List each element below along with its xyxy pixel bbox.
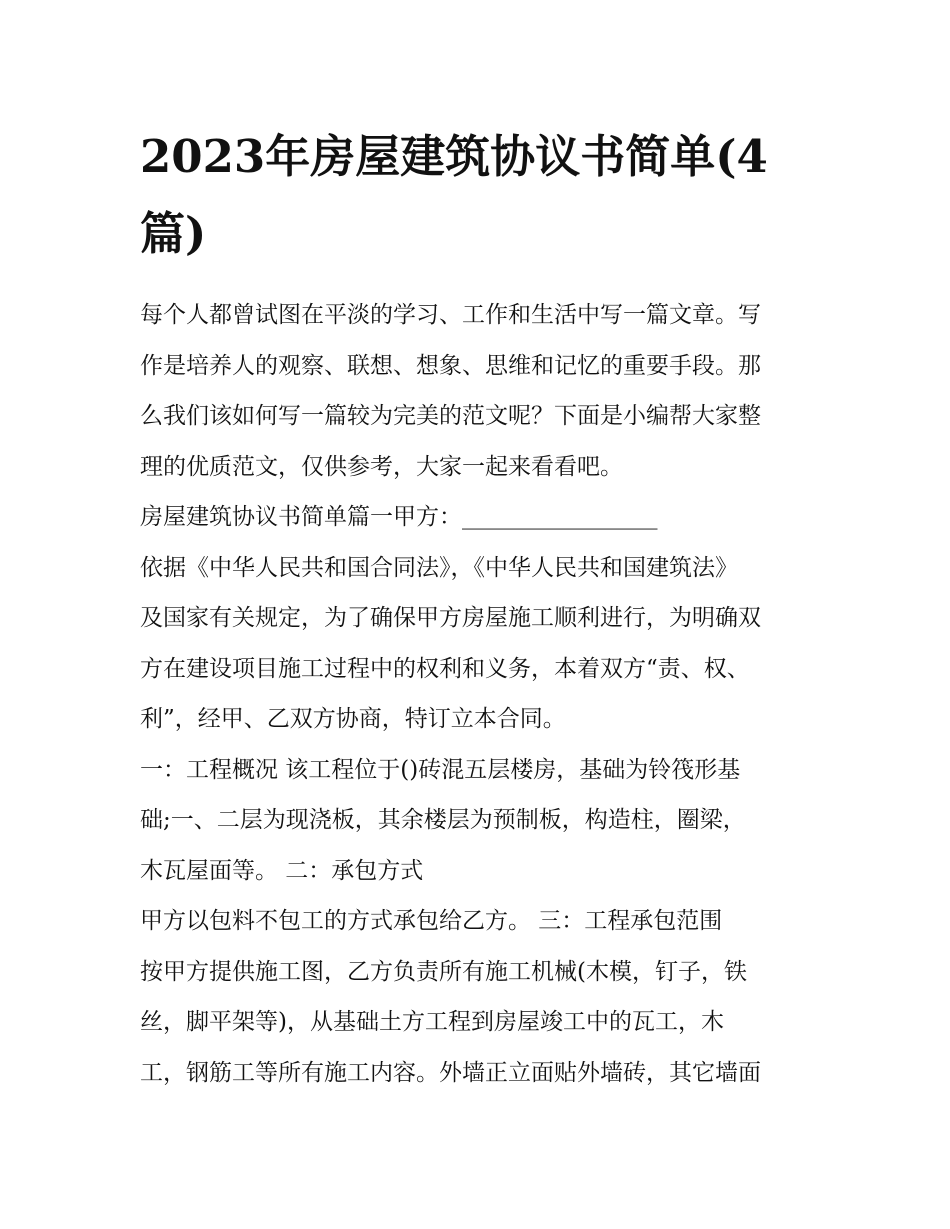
body-line: 么我们该如何写一篇较为完美的范文呢？下面是小编帮大家整 [140, 403, 761, 429]
title-line-1: 2023年房屋建筑协议书简单(4 [140, 130, 768, 183]
section-heading-line: 房屋建筑协议书简单篇一甲方：_________________ [140, 504, 658, 530]
body-line: 木瓦屋面等。 二：承包方式 [140, 857, 424, 884]
body-line: 依据《中华人民共和国合同法》，《中华人民共和国建筑法》 [140, 554, 738, 581]
title-line-2: 篇) [140, 207, 207, 260]
body-line: 甲方以包料不包工的方式承包给乙方。 三：工程承包范围 [140, 908, 723, 934]
body-line: 作是培养人的观察、联想、想象、思维和记忆的重要手段。那 [140, 352, 761, 379]
document-body [140, 290, 812, 1098]
body-line: 工，钢筋工等所有施工内容。外墙正立面贴外墙砖，其它墙面 [140, 1059, 761, 1086]
body-line: 每个人都曾试图在平淡的学习、工作和生活中写一篇文章。写 [140, 302, 761, 328]
body-line: 一：工程概况 该工程位于()砖混五层楼房，基础为铃筏形基 [140, 756, 741, 783]
body-line: 础;一、二层为现浇板，其余楼层为预制板，构造柱，圈梁， [140, 807, 746, 833]
body-line: 理的优质范文，仅供参考，大家一起来看看吧。 [140, 453, 623, 480]
body-line: 方在建设项目施工过程中的权利和义务，本着双方“责、权、 [140, 655, 750, 682]
body-line: 及国家有关规定，为了确保甲方房屋施工顺利进行，为明确双 [140, 605, 761, 631]
document-page [140, 118, 812, 1098]
body-line: 丝，脚平架等)，从基础土方工程到房屋竣工中的瓦工，木 [140, 1009, 724, 1035]
document-title [140, 118, 812, 272]
body-line: 按甲方提供施工图，乙方负责所有施工机械(木模，钉子，铁 [140, 958, 747, 985]
body-line: 利”，经甲、乙双方协商，特订立本合同。 [140, 706, 566, 732]
